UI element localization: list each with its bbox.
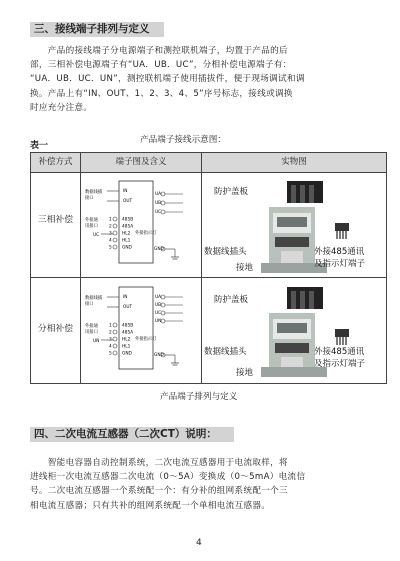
label-ext-485: 外接485通讯 [314, 347, 365, 357]
term-label: UB [155, 303, 162, 308]
terminal-diagram-three-phase [83, 177, 199, 273]
header-mode: 补偿方式 [38, 157, 73, 167]
label-ext-light: 及指示灯端子 [314, 259, 366, 269]
table-footer-caption: 产品端子排列与定义 [160, 392, 238, 402]
term-label: UB [155, 201, 162, 206]
label-ground: 接地 [236, 263, 254, 273]
label-ext-light: 及指示灯端子 [314, 359, 366, 369]
pin-note: 485A [122, 224, 134, 230]
pin-label: 2 [109, 224, 112, 230]
section4-paragraph [30, 456, 385, 513]
ext-light-label: 外接指示灯 [135, 337, 157, 342]
divider [80, 153, 81, 383]
pin-label: OUT [123, 305, 133, 310]
para-line: 部，三相补偿电源端子有“UA．UB．UC”，分相补偿电源端子有： [30, 60, 292, 71]
pin-note: HL1 [122, 344, 131, 350]
label-data-plug: 数据线插头 [204, 247, 247, 257]
pin-note: GND [122, 245, 132, 251]
label-cover: 防护盖板 [214, 187, 249, 197]
terminal-table [30, 152, 387, 384]
para-line: 号。二次电流互感器一个系统配一个：有分补的组网系统配一个三 [30, 486, 288, 497]
para-line: 进线柜一次电流互感器二次电流（0～5A）变换成（0～5mA）电流信 [30, 472, 306, 483]
label-ext-485: 外接485通讯 [314, 247, 365, 257]
label-cover: 防护盖板 [214, 295, 249, 305]
page-number: 4 [196, 538, 202, 548]
pin-label: OUT [123, 199, 133, 204]
pin-label: 2 [109, 330, 112, 336]
term-label: UN [155, 319, 162, 324]
section3-title: 三、接线端子排列与定义 [30, 22, 164, 37]
pin-note: HL1 [122, 238, 131, 244]
term-label: UC [155, 311, 162, 316]
term-label: UC [155, 210, 162, 215]
diagram-label: 接口 [85, 302, 94, 307]
pin-label: IN [123, 295, 128, 300]
pin-note: GND [122, 351, 132, 357]
gnd-label: GND [154, 353, 164, 358]
para-line: 产品的接线端子分电源端子和测控联机端子，均置于产品的后 [30, 46, 288, 56]
term-label: UA [155, 295, 162, 300]
pin-label: IN [123, 189, 128, 194]
term-label: UA [155, 192, 162, 197]
table-caption: 产品端子接线示意图： [140, 135, 226, 145]
row-mode-split-phase: 分相补偿 [37, 324, 74, 334]
pin-note: HL2 [122, 231, 131, 237]
diagram-label: 接口 [85, 196, 94, 201]
row-mode-three-phase: 三相补偿 [37, 215, 74, 225]
pin-note: 485A [122, 330, 134, 336]
divider [201, 153, 202, 383]
pin-label: 1 [109, 217, 112, 223]
pin-label: 5 [109, 351, 112, 357]
diagram-label: 数据线插 [85, 190, 103, 195]
pin-label: 4 [109, 344, 112, 350]
pin-label: 3 [109, 231, 112, 237]
terminal-diagram-split-phase [83, 283, 199, 379]
header-photo: 实物图 [281, 157, 307, 167]
header-diagram: 端子图及含义 [115, 157, 167, 167]
para-line: 相电流互感器；只有共补的组网系统配一个单相电流互感器。 [30, 500, 271, 511]
para-line: 时应充分注意。 [30, 102, 93, 113]
connector-photo [334, 327, 350, 347]
para-line: 换。产品上有“IN、OUT、1、2、3、4、5”序号标志，接线或调换 [30, 88, 293, 99]
pin-note: 485B [122, 217, 134, 223]
diagram-label: 外接通 [85, 324, 98, 329]
un-label: UN [93, 339, 100, 344]
connector-photo [334, 221, 350, 241]
para-line: 智能电容器自动控制系统，二次电流互感器用于电流取样，将 [30, 458, 288, 468]
section3-paragraph [30, 44, 385, 115]
ext-light-label: 外接指示灯 [135, 231, 157, 236]
divider [31, 277, 386, 278]
pin-label: 5 [109, 245, 112, 251]
diagram-label: 讯接口 [85, 224, 98, 229]
para-line: “UA．UB．UC．UN”，测控联机端子使用插拔件，便于现场调试和调 [30, 74, 305, 85]
label-ground: 接地 [236, 368, 254, 378]
diagram-label: 外接通 [85, 218, 98, 223]
pin-label: 4 [109, 238, 112, 244]
diagram-label: 讯接口 [85, 330, 98, 335]
pin-note: HL2 [122, 337, 131, 343]
diagram-label: 数据线插 [85, 296, 103, 301]
pin-label: 3 [109, 337, 112, 343]
table-label: 表一 [30, 141, 49, 151]
uc-label: UC [93, 233, 100, 238]
gnd-label: GND [154, 247, 164, 252]
section4-title: 四、二次电流互感器（二次CT）说明： [30, 427, 234, 442]
label-data-plug: 数据线插头 [204, 347, 247, 357]
pin-label: 1 [109, 323, 112, 329]
pin-note: 485B [122, 323, 134, 329]
